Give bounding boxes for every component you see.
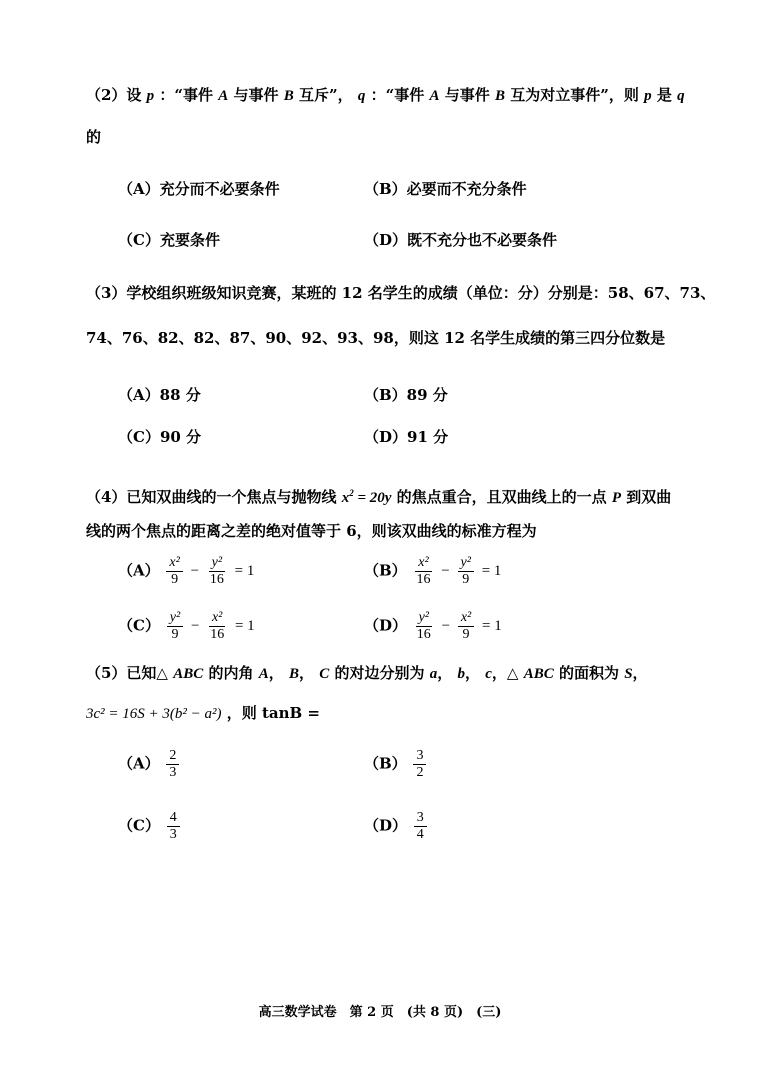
fraction: $\frac{4}{3}$	[167, 810, 180, 843]
var-S: S	[624, 666, 633, 682]
fraction: $\frac{\text{y²}}{16}$	[416, 610, 431, 643]
given-equation: 3c² = 16S + 3(b² − a²)	[86, 706, 222, 722]
q5-text: （5）已知△	[86, 664, 168, 682]
q2-text: 互斥”，	[299, 86, 353, 104]
var-A: A	[218, 88, 229, 104]
q5-option-c: （C） $\frac{4}{3}$	[118, 810, 182, 843]
fraction: $\frac{\text{y²}}{9}$	[167, 610, 183, 643]
q4-option-b: （B） $\frac{\text{x²}}{16}$ − $\frac{\text{y²}}{9}$ = 1	[364, 555, 502, 588]
var-A: A	[258, 666, 269, 682]
var-p: p	[146, 88, 155, 104]
fraction: $\frac{3}{2}$	[413, 748, 426, 781]
fraction: $\frac{\text{x²}}{9}$	[458, 610, 474, 643]
q5-text: 的内角	[208, 664, 254, 682]
q5-text: 的对边分别为	[334, 664, 425, 682]
q2-text: （2）设	[86, 86, 142, 104]
q5-text: ，则 tanB =	[226, 704, 320, 722]
q2-text: 互为对立事件”，则	[510, 86, 639, 104]
fraction: $\frac{\text{x²}}{9}$	[166, 555, 182, 588]
var-c: c	[485, 666, 492, 682]
q5-option-d: （D） $\frac{3}{4}$	[364, 810, 429, 843]
q5-text: 的面积为	[558, 664, 619, 682]
q2-text: 与事件	[444, 86, 490, 104]
var-q: q	[357, 88, 366, 104]
question-5-stem: （5）已知△ ABC 的内角 A， B， C 的对边分别为 a， b， c，△ ABC 的面积为 S，	[86, 664, 648, 682]
var-q: q	[677, 88, 685, 104]
var-A: A	[429, 88, 440, 104]
question-2-stem-cont: 的	[86, 128, 102, 146]
q2-text: ：“事件	[370, 86, 425, 104]
question-4-stem-cont: 线的两个焦点的距离之差的绝对值等于 6，则该双曲线的标准方程为	[86, 522, 537, 540]
question-4-stem	[86, 486, 671, 507]
q4-text: （4）已知双曲线的一个焦点与抛物线	[86, 488, 337, 506]
q3-option-b: （B）89 分	[364, 386, 448, 404]
var-C: C	[319, 666, 330, 682]
question-2-stem	[86, 84, 685, 105]
fraction: $\frac{\text{y²}}{16}$	[209, 555, 224, 588]
triangle-name: ABC	[173, 666, 204, 682]
q3-option-c: （C）90 分	[118, 428, 202, 446]
q2-option-d: （D）既不充分也不必要条件	[364, 231, 558, 249]
q5-option-a: （A） $\frac{2}{3}$	[118, 748, 181, 781]
var-a: a	[429, 666, 438, 682]
q4-text: 的焦点重合，且双曲线上的一点	[396, 488, 607, 506]
fraction: $\frac{3}{4}$	[414, 810, 427, 843]
var-p: p	[644, 88, 652, 104]
q3-option-d: （D）91 分	[364, 428, 449, 446]
q3-option-a: （A）88 分	[118, 386, 201, 404]
q2-text: ：“事件	[159, 86, 214, 104]
fraction: $\frac{\text{x²}}{16}$	[416, 555, 431, 588]
q2-text: 与事件	[233, 86, 279, 104]
q2-option-c: （C）充要条件	[118, 231, 220, 249]
var-B: B	[283, 88, 294, 104]
fraction: $\frac{2}{3}$	[166, 748, 179, 781]
var-B: B	[495, 88, 506, 104]
var-b: b	[457, 666, 465, 682]
q2-text: 是	[656, 86, 672, 104]
q2-option-b: （B）必要而不充分条件	[364, 180, 527, 198]
fraction: $\frac{\text{y²}}{9}$	[458, 555, 474, 588]
q4-text: 到双曲	[626, 488, 672, 506]
page-footer: 高三数学试卷 第 2 页 (共 8 页) (三)	[258, 1005, 502, 1020]
question-3-stem: （3）学校组织班级知识竞赛，某班的 12 名学生的成绩（单位：分）分别是：58、67、73、	[86, 284, 716, 302]
q2-option-a: （A）充分而不必要条件	[118, 180, 280, 198]
parabola-equation: $x^2 = 20y$	[341, 488, 392, 506]
var-P: P	[611, 490, 622, 506]
fraction: $\frac{\text{x²}}{16}$	[210, 610, 225, 643]
question-5-stem-cont	[86, 702, 320, 723]
q4-option-c: （C） $\frac{\text{y²}}{9}$ − $\frac{\text{x²}}{16}$ = 1	[118, 610, 255, 643]
q4-option-a: （A） $\frac{\text{x²}}{9}$ − $\frac{\text{y²}}{16}$ = 1	[118, 555, 255, 588]
q5-option-b: （B） $\frac{3}{2}$	[364, 748, 428, 781]
var-B: B	[288, 666, 299, 682]
triangle-name: ABC	[523, 666, 554, 682]
q4-option-d: （D） $\frac{\text{y²}}{16}$ − $\frac{\text{x²}}{9}$ = 1	[364, 610, 502, 643]
question-3-stem-cont: 74、76、82、82、87、90、92、93、98，则这 12 名学生成绩的第三四分位数是	[86, 329, 666, 347]
